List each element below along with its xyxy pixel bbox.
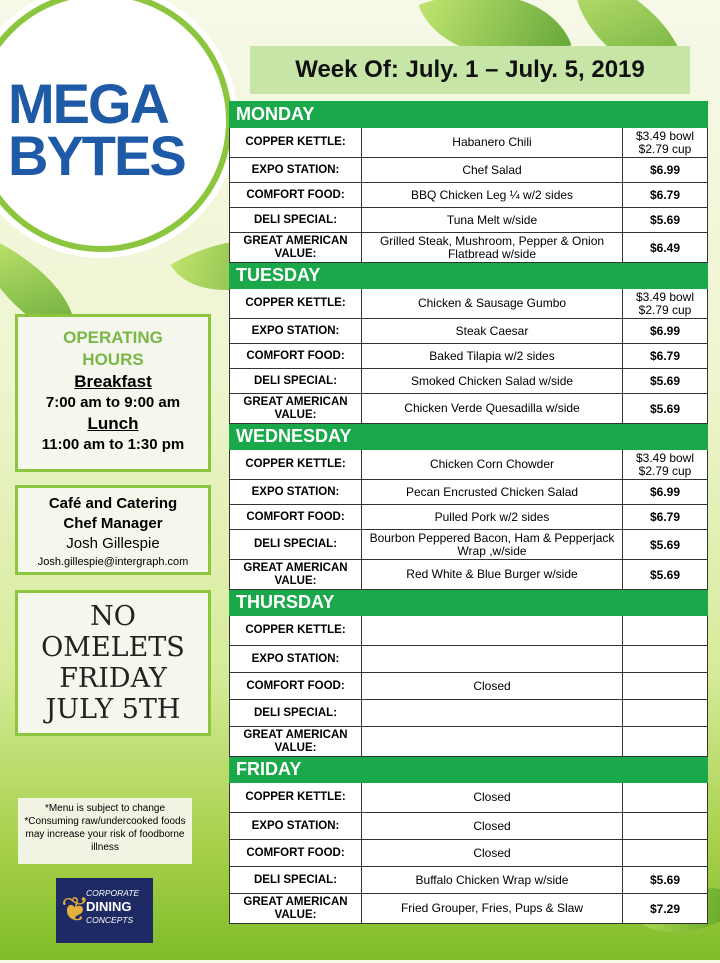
station-name: COMFORT FOOD:: [230, 183, 362, 208]
station-name: GREAT AMERICAN VALUE:: [230, 727, 362, 757]
no-omelets-notice: [15, 590, 211, 736]
menu-item: Chicken & Sausage Gumbo: [362, 289, 623, 319]
notice-line4: JULY 5TH: [45, 694, 181, 725]
menu-item: Chicken Verde Quesadilla w/side: [362, 394, 623, 424]
menu-row: [230, 208, 708, 233]
menu-item: Closed: [362, 783, 623, 813]
item-price: $6.99: [623, 158, 708, 183]
day-name: WEDNESDAY: [230, 424, 708, 450]
item-price: $6.99: [623, 319, 708, 344]
menu-row: [230, 894, 708, 924]
station-name: DELI SPECIAL:: [230, 369, 362, 394]
wheat-icon: ❦: [61, 891, 90, 929]
chef-info-box: [15, 485, 211, 575]
menu-row: [230, 727, 708, 757]
station-name: COMFORT FOOD:: [230, 840, 362, 867]
item-price: [623, 783, 708, 813]
item-price: $6.49: [623, 233, 708, 263]
operating-hours-box: [15, 314, 211, 472]
station-name: GREAT AMERICAN VALUE:: [230, 394, 362, 424]
menu-item: Grilled Steak, Mushroom, Pepper & Onion Flatbread w/side: [362, 233, 623, 263]
hours-heading-line1: OPERATING: [63, 328, 163, 347]
station-name: GREAT AMERICAN VALUE:: [230, 233, 362, 263]
item-price: $3.49 bowl $2.79 cup: [623, 128, 708, 158]
menu-row: [230, 783, 708, 813]
menu-row: [230, 560, 708, 590]
item-price: [623, 700, 708, 727]
day-header-monday: [230, 102, 708, 128]
menu-item: BBQ Chicken Leg ¼ w/2 sides: [362, 183, 623, 208]
item-price: $5.69: [623, 369, 708, 394]
item-price: $5.69: [623, 394, 708, 424]
menu-row: [230, 673, 708, 700]
day-name: FRIDAY: [230, 757, 708, 783]
hours-heading: [18, 327, 208, 371]
menu-item: Smoked Chicken Salad w/side: [362, 369, 623, 394]
item-price: $3.49 bowl $2.79 cup: [623, 450, 708, 480]
menu-row: [230, 646, 708, 673]
breakfast-label: Breakfast: [74, 372, 152, 391]
menu-row: [230, 289, 708, 319]
weekly-menu-table: [229, 101, 708, 924]
menu-item: [362, 700, 623, 727]
menu-row: [230, 158, 708, 183]
station-name: DELI SPECIAL:: [230, 208, 362, 233]
menu-item: Bourbon Peppered Bacon, Ham & Pepperjack Wrap ,w/side: [362, 530, 623, 560]
footer-logo-line2: DINING: [86, 899, 132, 914]
day-header-tuesday: [230, 263, 708, 289]
day-name: TUESDAY: [230, 263, 708, 289]
menu-row: [230, 700, 708, 727]
menu-row: [230, 480, 708, 505]
lunch-time: 11:00 am to 1:30 pm: [41, 436, 185, 453]
menu-item: Closed: [362, 673, 623, 700]
station-name: GREAT AMERICAN VALUE:: [230, 894, 362, 924]
menu-item: Habanero Chili: [362, 128, 623, 158]
menu-row: [230, 369, 708, 394]
menu-item: Closed: [362, 813, 623, 840]
menu-item: Buffalo Chicken Wrap w/side: [362, 867, 623, 894]
menu-item: [362, 616, 623, 646]
station-name: DELI SPECIAL:: [230, 530, 362, 560]
menu-item: Tuna Melt w/side: [362, 208, 623, 233]
footer-logo-line1: CORPORATE: [86, 888, 140, 898]
item-price: $3.49 bowl $2.79 cup: [623, 289, 708, 319]
station-name: GREAT AMERICAN VALUE:: [230, 560, 362, 590]
lunch-label: Lunch: [87, 414, 139, 433]
menu-item: Pecan Encrusted Chicken Salad: [362, 480, 623, 505]
item-price: [623, 616, 708, 646]
menu-row: [230, 450, 708, 480]
megabytes-logo: [8, 72, 188, 187]
item-price: [623, 673, 708, 700]
week-title: Week Of: July. 1 – July. 5, 2019: [295, 56, 645, 83]
station-name: EXPO STATION:: [230, 319, 362, 344]
menu-item: [362, 646, 623, 673]
menu-item: Chicken Corn Chowder: [362, 450, 623, 480]
item-price: $7.29: [623, 894, 708, 924]
corporate-dining-logo: [56, 878, 153, 943]
day-name: THURSDAY: [230, 590, 708, 616]
station-name: EXPO STATION:: [230, 813, 362, 840]
hours-heading-line2: HOURS: [82, 350, 144, 369]
station-name: COPPER KETTLE:: [230, 128, 362, 158]
logo-line2: BYTES: [8, 124, 185, 187]
notice-line2: OMELETS: [41, 632, 185, 663]
menu-item: Fried Grouper, Fries, Pups & Slaw: [362, 894, 623, 924]
item-price: $6.99: [623, 480, 708, 505]
chef-email: Josh.gillespie@intergraph.com: [37, 556, 189, 568]
day-header-friday: [230, 757, 708, 783]
item-price: $6.79: [623, 505, 708, 530]
day-header-wednesday: [230, 424, 708, 450]
menu-row: [230, 505, 708, 530]
station-name: EXPO STATION:: [230, 480, 362, 505]
menu-row: [230, 233, 708, 263]
menu-row: [230, 840, 708, 867]
item-price: $6.79: [623, 183, 708, 208]
chef-title-line2: Chef Manager: [63, 515, 163, 532]
notice-line3: FRIDAY: [59, 663, 167, 694]
station-name: COPPER KETTLE:: [230, 616, 362, 646]
station-name: COPPER KETTLE:: [230, 783, 362, 813]
item-price: $5.69: [623, 560, 708, 590]
menu-item: Chef Salad: [362, 158, 623, 183]
menu-disclaimer: [18, 798, 192, 864]
menu-row: [230, 344, 708, 369]
item-price: $5.69: [623, 867, 708, 894]
station-name: COMFORT FOOD:: [230, 673, 362, 700]
station-name: COPPER KETTLE:: [230, 289, 362, 319]
menu-row: [230, 813, 708, 840]
menu-item: Baked Tilapia w/2 sides: [362, 344, 623, 369]
item-price: [623, 813, 708, 840]
chef-title-line1: Café and Catering: [48, 495, 178, 512]
logo-line1: MEGA: [8, 72, 168, 135]
chef-name: Josh Gillespie: [66, 535, 160, 552]
station-name: EXPO STATION:: [230, 158, 362, 183]
footer-logo-line3: CONCEPTS: [86, 915, 134, 925]
item-price: [623, 646, 708, 673]
station-name: DELI SPECIAL:: [230, 867, 362, 894]
item-price: [623, 840, 708, 867]
menu-row: [230, 616, 708, 646]
menu-item: Closed: [362, 840, 623, 867]
menu-row: [230, 394, 708, 424]
menu-item: Steak Caesar: [362, 319, 623, 344]
day-header-thursday: [230, 590, 708, 616]
menu-row: [230, 319, 708, 344]
menu-item: [362, 727, 623, 757]
menu-row: [230, 530, 708, 560]
station-name: DELI SPECIAL:: [230, 700, 362, 727]
station-name: COPPER KETTLE:: [230, 450, 362, 480]
menu-item: Pulled Pork w/2 sides: [362, 505, 623, 530]
week-title-bar: [250, 46, 690, 94]
disclaimer-line1: *Menu is subject to change: [44, 803, 166, 814]
menu-item: Red White & Blue Burger w/side: [362, 560, 623, 590]
station-name: EXPO STATION:: [230, 646, 362, 673]
item-price: $5.69: [623, 530, 708, 560]
station-name: COMFORT FOOD:: [230, 344, 362, 369]
menu-row: [230, 183, 708, 208]
breakfast-time: 7:00 am to 9:00 am: [45, 394, 181, 411]
item-price: [623, 727, 708, 757]
item-price: $5.69: [623, 208, 708, 233]
station-name: COMFORT FOOD:: [230, 505, 362, 530]
day-name: MONDAY: [230, 102, 708, 128]
disclaimer-line2: *Consuming raw/undercooked foods may increase your risk of foodborne illness: [24, 816, 186, 853]
notice-line1: NO: [90, 601, 136, 632]
menu-row: [230, 128, 708, 158]
item-price: $6.79: [623, 344, 708, 369]
menu-row: [230, 867, 708, 894]
